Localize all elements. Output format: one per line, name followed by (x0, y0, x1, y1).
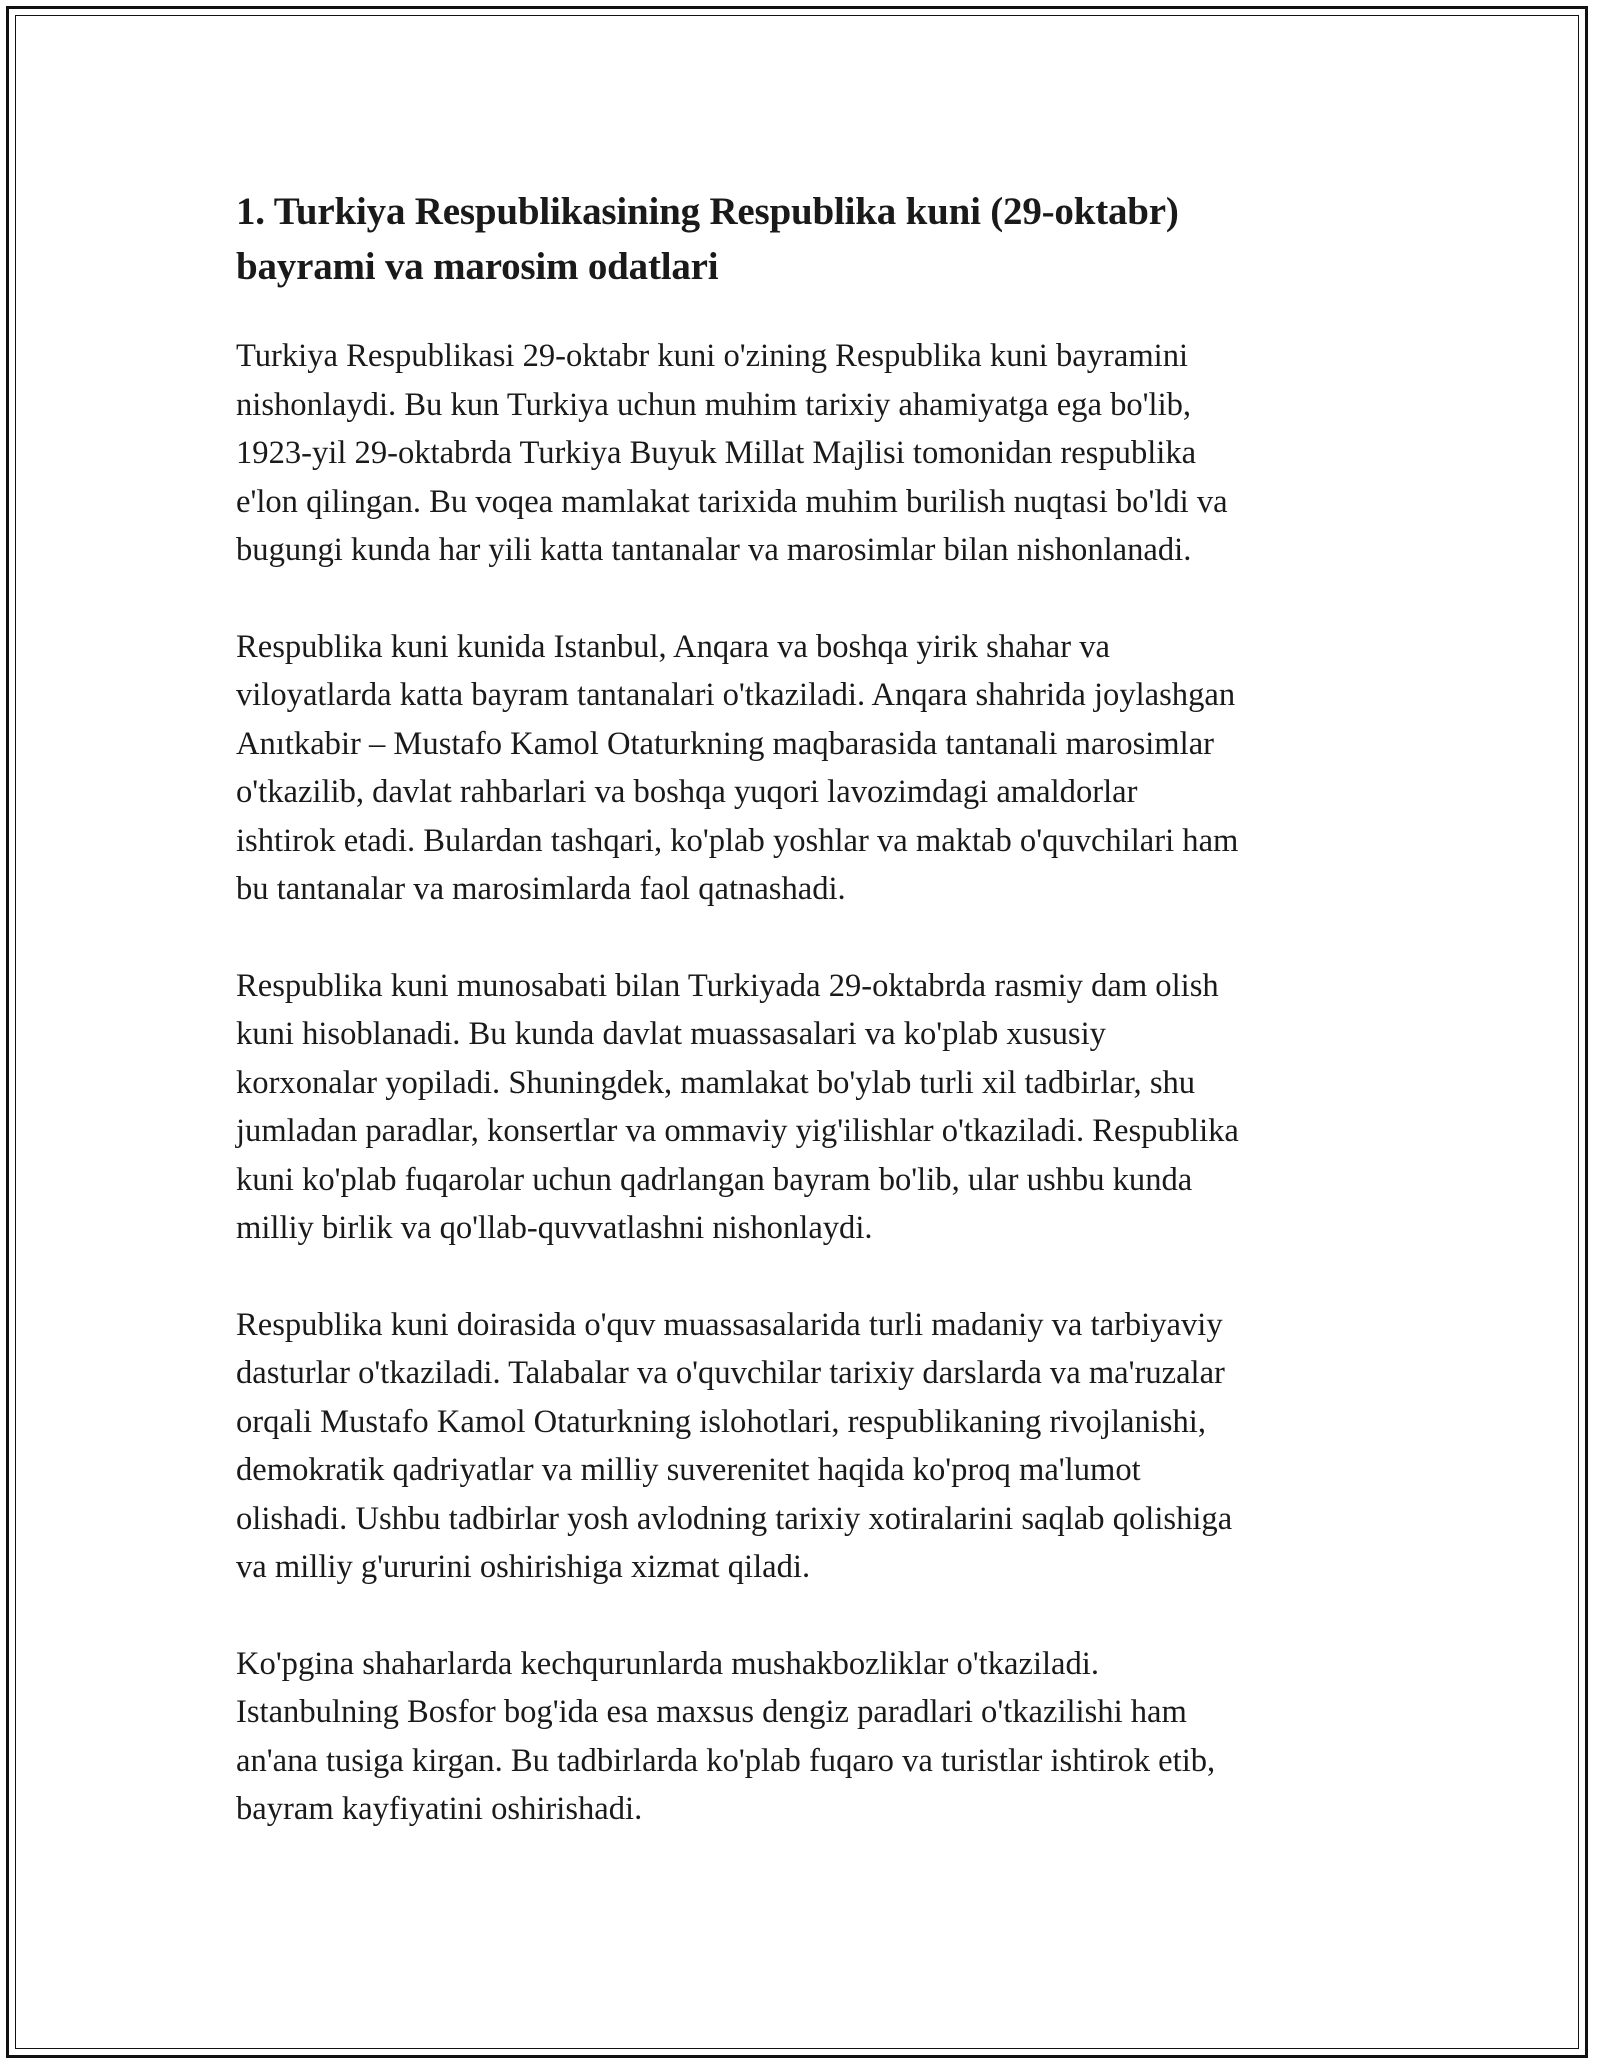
paragraph-line: viloyatlarda katta bayram tantanalari o'tkaziladi. Anqara shahrida joylashgan (236, 677, 1236, 713)
paragraph-2 (236, 623, 1376, 914)
paragraph-line: ishtirok etadi. Bulardan tashqari, ko'plab yoshlar va maktab o'quvchilari ham (236, 822, 1239, 859)
paragraph-line: bayram kayfiyatini oshirishadi. (236, 1791, 643, 1827)
document-body (236, 184, 1376, 1882)
paragraph-line: dasturlar o'tkaziladi. Talabalar va o'quvchilar tarixiy darslarda va ma'ruzalar (236, 1355, 1225, 1391)
paragraph-line: bugungi kunda har yili katta tantanalar va marosimlar bilan nishonlanadi. (236, 532, 1192, 568)
paragraph-line: Respublika kuni kunida Istanbul, Anqara va boshqa yirik shahar va (236, 628, 1110, 665)
paragraph-line: Anıtkabir – Mustafo Kamol Otaturkning maqbarasida tantanali marosimlar (236, 725, 1214, 762)
paragraph-line: e'lon qilingan. Bu voqea mamlakat tarixida muhim burilish nuqtasi bo'ldi va (236, 483, 1228, 520)
paragraph-4 (236, 1301, 1376, 1592)
paragraph-line: o'tkazilib, davlat rahbarlari va boshqa yuqori lavozimdagi amaldorlar (236, 774, 1138, 810)
paragraph-line: 1923-yil 29-oktabrda Turkiya Buyuk Millat Majlisi tomonidan respublika (236, 435, 1197, 471)
paragraph-3 (236, 962, 1376, 1253)
section-heading (236, 184, 1376, 294)
paragraph-line: bu tantanalar va marosimlarda faol qatnashadi. (236, 871, 846, 907)
paragraph-5 (236, 1640, 1376, 1834)
paragraph-line: korxonalar yopiladi. Shuningdek, mamlakat bo'ylab turli xil tadbirlar, shu (236, 1064, 1196, 1101)
paragraph-line: kuni ko'plab fuqarolar uchun qadrlangan bayram bo'lib, ular ushbu kunda (236, 1161, 1193, 1198)
paragraph-line: Ko'pgina shaharlarda kechqurunlarda mushakbozliklar o'tkaziladi. (236, 1645, 1099, 1682)
heading-line: 1. Turkiya Respublikasining Respublika kuni (29-oktabr) (236, 190, 1179, 233)
paragraph-line: jumladan paradlar, konsertlar va ommaviy yig'ilishlar o'tkaziladi. Respublika (236, 1113, 1239, 1149)
paragraph-line: demokratik qadriyatlar va milliy suverenitet haqida ko'proq ma'lumot (236, 1452, 1141, 1488)
paragraph-line: olishadi. Ushbu tadbirlar yosh avlodning tarixiy xotiralarini saqlab qolishiga (236, 1500, 1233, 1537)
paragraph-line: Istanbulning Bosfor bog'ida esa maxsus dengiz paradlari o'tkazilishi ham (236, 1694, 1187, 1730)
paragraph-line: Turkiya Respublikasi 29-oktabr kuni o'zining Respublika kuni bayramini (236, 338, 1189, 374)
paragraph-1 (236, 332, 1376, 575)
paragraph-line: va milliy g'ururini oshirishiga xizmat qiladi. (236, 1549, 811, 1585)
paragraph-line: nishonlaydi. Bu kun Turkiya uchun muhim tarixiy ahamiyatga ega bo'lib, (236, 386, 1192, 423)
paragraph-line: kuni hisoblanadi. Bu kunda davlat muassasalari va ko'plab xususiy (236, 1016, 1106, 1052)
heading-line: bayrami va marosim odatlari (236, 245, 719, 288)
paragraph-line: Respublika kuni munosabati bilan Turkiyada 29-oktabrda rasmiy dam olish (236, 967, 1219, 1004)
paragraph-line: Respublika kuni doirasida o'quv muassasalarida turli madaniy va tarbiyaviy (236, 1306, 1223, 1343)
paragraph-line: an'ana tusiga kirgan. Bu tadbirlarda ko'plab fuqaro va turistlar ishtirok etib, (236, 1742, 1216, 1779)
paragraph-line: milliy birlik va qo'llab-quvvatlashni nishonlaydi. (236, 1210, 873, 1246)
paragraph-line: orqali Mustafo Kamol Otaturkning islohotlari, respublikaning rivojlanishi, (236, 1403, 1206, 1440)
